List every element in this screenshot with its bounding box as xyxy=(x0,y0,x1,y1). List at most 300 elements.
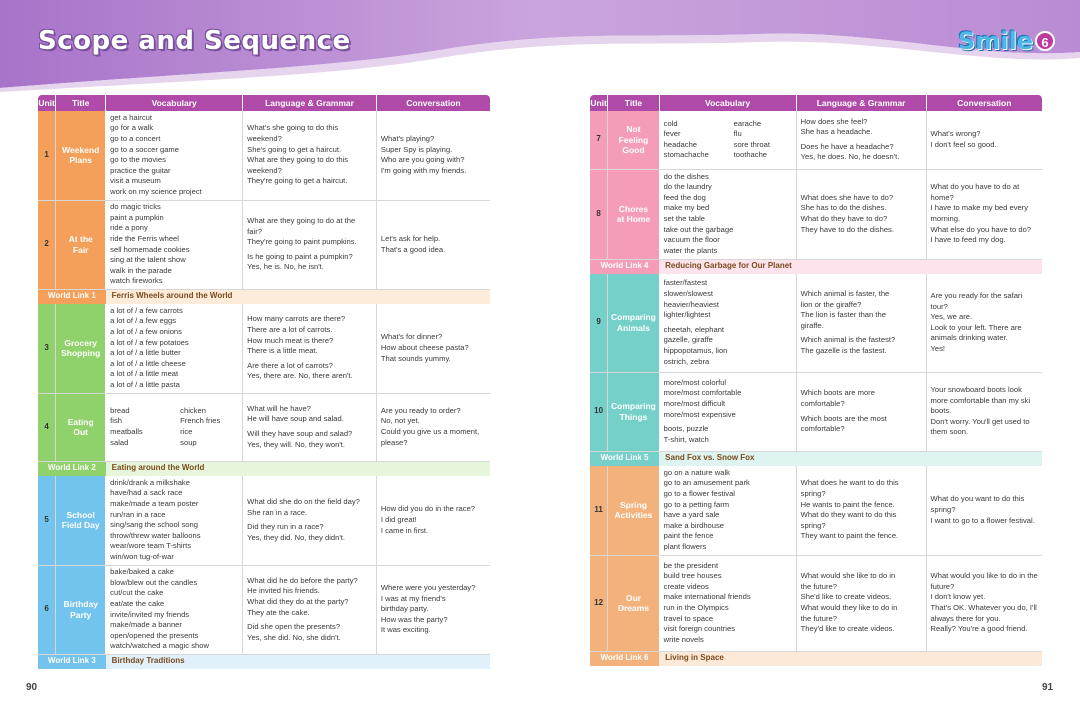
unit-row xyxy=(590,111,1042,169)
text-line: watch fireworks xyxy=(110,276,163,286)
text-line: Are you ready for the safari xyxy=(930,290,1023,300)
text-line: Not xyxy=(626,124,641,134)
unit-number: 1 xyxy=(38,111,56,200)
text-line: water the plants xyxy=(663,245,718,255)
text-line: Which boots are the most xyxy=(800,413,887,423)
vocabulary-cell xyxy=(659,466,796,555)
table-body-right xyxy=(590,111,1042,666)
text-line: What's for dinner? xyxy=(380,332,443,342)
unit-number: 5 xyxy=(38,476,56,565)
text-line: T-shirt, watch xyxy=(663,434,709,444)
text-line: visit a museum xyxy=(110,176,161,186)
text-line: ride a pony xyxy=(110,223,148,233)
conversation-cell xyxy=(376,111,490,200)
text-line: watch/watched a magic show xyxy=(110,641,209,651)
language-grammar-cell xyxy=(796,372,926,451)
text-line: vacuum the floor xyxy=(663,235,720,245)
text-line: I don't know yet. xyxy=(930,592,986,602)
text-line: build tree houses xyxy=(663,571,722,581)
text-line: more/most comfortable xyxy=(663,388,742,398)
text-line: more/most expensive xyxy=(663,409,736,419)
text-line: Field Day xyxy=(61,520,100,531)
text-line: throw/threw water balloons xyxy=(110,530,201,540)
text-line: There is a little meat. xyxy=(247,346,318,356)
text-line: Yes, she did. No, she didn't. xyxy=(247,632,341,642)
text-line: Fair xyxy=(72,244,89,255)
unit-number: 2 xyxy=(38,200,56,289)
text-line: please? xyxy=(380,437,408,447)
text-line: Comparing xyxy=(611,312,656,323)
text-line: more comfortable than my ski xyxy=(930,395,1031,405)
text-line: Are you ready to order? xyxy=(380,405,461,415)
text-line: Our xyxy=(625,592,641,603)
vocab-word: salad xyxy=(110,437,129,447)
text-line: What would they like to do in xyxy=(800,603,898,612)
world-link-row xyxy=(590,451,1042,466)
logo-badge: 6 xyxy=(1035,31,1055,51)
text-line: sing/sang the school song xyxy=(110,520,198,530)
text-line: She has a headache. xyxy=(800,127,873,137)
text-line: Animals xyxy=(616,322,650,333)
unit-number: 8 xyxy=(590,169,608,259)
text-line: go for a walk xyxy=(110,123,154,133)
text-line: What would she like to do in xyxy=(800,571,896,581)
vocabulary-grid xyxy=(110,406,238,448)
text-line: tour? xyxy=(930,301,948,311)
text-line: Feeling xyxy=(618,134,649,145)
text-line: What's she going to do this xyxy=(247,123,339,133)
text-line: What does he want to do this xyxy=(800,478,899,488)
scope-table-left xyxy=(38,95,490,669)
text-line: He wants to paint the fence. xyxy=(800,499,895,509)
text-line: be the president xyxy=(663,560,719,570)
vocabulary-cell xyxy=(659,274,796,372)
text-line: The gazelle is the fastest. xyxy=(800,345,887,355)
language-grammar-cell xyxy=(796,555,926,651)
text-line: sing at the talent show xyxy=(110,255,186,265)
vocabulary-cell xyxy=(106,111,243,200)
text-line: make/made a banner xyxy=(110,620,182,630)
vocabulary-cell xyxy=(659,555,796,651)
text-line: They're going to paint pumpkins. xyxy=(247,237,357,247)
world-link-row xyxy=(590,651,1042,666)
text-line: Birthday xyxy=(63,599,98,609)
text-line: invite/invited my friends xyxy=(110,609,190,619)
unit-number: 10 xyxy=(590,372,608,451)
text-line: lighter/lightest xyxy=(663,310,711,320)
col-unit: Unit xyxy=(38,95,56,111)
text-line: The lion is faster than the xyxy=(800,310,886,320)
text-line: What are they going to do at the xyxy=(247,216,356,226)
text-line: more/most difficult xyxy=(663,398,726,408)
text-line: They're going to get a haircut. xyxy=(247,176,348,186)
text-line: them soon. xyxy=(930,427,969,437)
text-line: I have to feed my dog. xyxy=(930,235,1006,245)
world-link-label: World Link 1 xyxy=(38,289,106,304)
text-line: set the table xyxy=(663,214,706,223)
vocab-word: sore throat xyxy=(733,139,770,149)
text-line: ostrich, zebra xyxy=(663,356,710,366)
text-line: more/most colorful xyxy=(663,377,727,387)
text-line: future? xyxy=(930,581,955,591)
text-line: She has to do the dishes. xyxy=(800,203,887,213)
unit-number: 6 xyxy=(38,565,56,654)
text-line: Weekend xyxy=(62,144,100,155)
unit-title xyxy=(56,565,106,654)
unit-number: 12 xyxy=(590,555,608,651)
text-line: travel to space xyxy=(663,613,714,623)
text-line: There are a lot of carrots. xyxy=(247,325,333,335)
text-line: go to a soccer game xyxy=(110,144,179,154)
text-line: always there for you. xyxy=(930,613,1001,623)
unit-number: 3 xyxy=(38,304,56,393)
text-line: Dreams xyxy=(617,603,650,613)
text-line: run in the Olympics xyxy=(663,603,729,612)
text-line: cut/cut the cake xyxy=(110,588,164,598)
unit-number: 9 xyxy=(590,274,608,372)
text-line: Party xyxy=(70,609,92,620)
vocab-word: toothache xyxy=(733,150,768,160)
text-line: go on a nature walk xyxy=(663,467,730,477)
text-line: School xyxy=(66,509,95,520)
text-line: a lot of / a little cheese xyxy=(110,358,186,368)
text-line: Which animal is the fastest? xyxy=(800,335,896,345)
text-line: the future? xyxy=(800,581,837,591)
unit-row xyxy=(38,565,490,654)
text-line: At the xyxy=(68,234,93,244)
col-vocabulary: Vocabulary xyxy=(106,95,243,111)
world-link-title: Birthday Traditions xyxy=(106,654,490,669)
text-line: No, not yet. xyxy=(380,416,420,426)
language-grammar-cell xyxy=(796,169,926,259)
text-line: Your snowboard boots look xyxy=(930,385,1022,395)
vocabulary-cell xyxy=(659,169,796,259)
text-line: Is he going to paint a pumpkin? xyxy=(247,251,353,261)
language-grammar-cell xyxy=(243,111,377,200)
col-unit: Unit xyxy=(590,95,608,111)
text-line: Plans xyxy=(69,155,93,166)
text-line: comfortable? xyxy=(800,424,845,434)
text-line: Super Spy is playing. xyxy=(380,144,453,154)
text-line: Which animal is faster, the xyxy=(800,288,890,298)
text-line: It was exciting. xyxy=(380,625,431,635)
text-line: I have to make my bed every xyxy=(930,203,1029,213)
text-line: Spring xyxy=(619,499,647,510)
world-link-title: Eating around the World xyxy=(106,461,490,476)
text-line: work on my science project xyxy=(110,187,202,197)
text-line: She'd like to create videos. xyxy=(800,592,892,602)
unit-row xyxy=(38,200,490,289)
text-line: birthday party. xyxy=(380,604,429,614)
text-line: a lot of / a few carrots xyxy=(110,305,183,315)
text-line: Activities xyxy=(614,510,653,521)
text-line: What did he do before the party? xyxy=(247,575,358,585)
text-line: ride the Ferris wheel xyxy=(110,233,179,243)
text-line: open/opened the presents xyxy=(110,630,199,640)
text-line: Which boots are more xyxy=(800,388,875,398)
unit-title xyxy=(56,393,106,461)
conversation-cell xyxy=(926,372,1042,451)
text-line: run/ran in a race xyxy=(110,509,166,519)
text-line: cheetah, elephant xyxy=(663,324,725,334)
text-line: How does she feel? xyxy=(800,116,868,126)
conversation-cell xyxy=(376,476,490,565)
logo-text: Smile xyxy=(958,27,1034,55)
text-line: boots. xyxy=(930,406,952,416)
text-line: How many carrots are there? xyxy=(247,314,346,324)
text-line: get a haircut xyxy=(110,112,152,122)
world-link-label: World Link 6 xyxy=(590,651,659,666)
text-line: What do they want to do this xyxy=(800,510,897,520)
text-line: go to an amusement park xyxy=(663,478,750,488)
text-line: do the laundry xyxy=(663,182,712,192)
conversation-cell xyxy=(376,565,490,654)
text-line: Yes, he does. No, he doesn't. xyxy=(800,152,900,162)
unit-title xyxy=(56,304,106,393)
text-line: a lot of / a little meat xyxy=(110,369,179,379)
text-line: Chores xyxy=(618,203,649,214)
text-line: How much meat is there? xyxy=(247,335,334,345)
text-line: Yes! xyxy=(930,343,946,353)
unit-title xyxy=(56,111,106,200)
text-line: make/made a team poster xyxy=(110,499,199,509)
text-line: comfortable? xyxy=(800,398,845,408)
text-line: They want to paint the fence. xyxy=(800,531,899,541)
text-line: at Home xyxy=(616,214,651,224)
text-line: Yes, there are. No, there aren't. xyxy=(247,371,353,381)
text-line: What do you have to do at xyxy=(930,182,1020,192)
unit-title xyxy=(56,476,106,565)
text-line: take out the garbage xyxy=(663,224,734,234)
text-line: Yes, we are. xyxy=(930,312,973,322)
unit-row xyxy=(38,111,490,200)
text-line: I want to go to a flower festival. xyxy=(930,515,1035,525)
vocab-word: French fries xyxy=(180,416,221,426)
unit-title xyxy=(608,555,659,651)
text-line: What's wrong? xyxy=(930,129,981,139)
text-line: spring? xyxy=(800,489,826,499)
text-line: Did she open the presents? xyxy=(247,622,341,632)
conversation-cell xyxy=(926,555,1042,651)
language-grammar-cell xyxy=(243,565,377,654)
text-line: create videos xyxy=(663,581,709,591)
text-line: Eating xyxy=(67,416,94,427)
vocabulary-cell xyxy=(106,200,243,289)
unit-row xyxy=(590,466,1042,555)
text-line: write novels xyxy=(663,634,704,644)
text-line: animals drinking water. xyxy=(930,333,1008,343)
text-line: Don't worry. You'll get used to xyxy=(930,416,1030,426)
text-line: a lot of / a few potatoes xyxy=(110,337,189,347)
text-line: feed the dog xyxy=(663,192,706,202)
text-line: What will he have? xyxy=(247,403,311,413)
text-line: a lot of / a little butter xyxy=(110,348,181,358)
col-language-grammar: Language & Grammar xyxy=(796,95,926,111)
text-line: What do they have to do? xyxy=(800,214,888,223)
world-link-row xyxy=(38,461,490,476)
conversation-cell xyxy=(926,111,1042,169)
text-line: slower/slowest xyxy=(663,288,714,298)
vocabulary-cell xyxy=(106,393,243,461)
unit-row xyxy=(590,274,1042,372)
vocab-word: bread xyxy=(110,405,130,415)
text-line: Are there a lot of carrots? xyxy=(247,360,333,370)
text-line: go to a petting farm xyxy=(663,499,730,509)
unit-number: 4 xyxy=(38,393,56,461)
page-title: Scope and Sequence xyxy=(38,26,351,56)
text-line: a lot of / a few eggs xyxy=(110,316,177,326)
table-body-left xyxy=(38,111,490,669)
vocab-word: soup xyxy=(180,437,197,447)
text-line: a lot of / a few onions xyxy=(110,327,182,337)
world-link-row xyxy=(590,259,1042,274)
text-line: boots, puzzle xyxy=(663,424,709,434)
text-line: How was the party? xyxy=(380,614,448,624)
text-line: lion or the giraffe? xyxy=(800,299,862,309)
text-line: fair? xyxy=(247,226,262,236)
text-line: Where were you yesterday? xyxy=(380,583,476,593)
text-line: go to the movies xyxy=(110,155,166,165)
unit-number: 7 xyxy=(590,111,608,169)
col-language-grammar: Language & Grammar xyxy=(243,95,377,111)
vocab-word: headache xyxy=(663,139,698,149)
language-grammar-cell xyxy=(243,200,377,289)
vocab-word: fish xyxy=(110,416,122,426)
vocabulary-cell xyxy=(659,372,796,451)
text-line: wear/wore team T-shirts xyxy=(110,541,192,551)
conversation-cell xyxy=(376,393,490,461)
text-line: do the dishes xyxy=(663,171,709,181)
text-line: What would you like to do in the xyxy=(930,571,1038,581)
vocab-word: chicken xyxy=(180,405,206,415)
language-grammar-cell xyxy=(243,476,377,565)
world-link-title: Living in Space xyxy=(659,651,1042,666)
text-line: What else do you have to do? xyxy=(930,224,1032,234)
vocabulary-cell xyxy=(659,111,796,169)
text-line: Will they have soup and salad? xyxy=(247,429,353,438)
text-line: How about cheese pasta? xyxy=(380,342,469,352)
vocab-word: rice xyxy=(180,427,193,436)
text-line: She ran in a race. xyxy=(247,507,308,517)
col-title: Title xyxy=(608,95,659,111)
text-line: I'm going with my friends. xyxy=(380,165,467,175)
text-line: Grocery xyxy=(64,337,97,348)
vocabulary-cell xyxy=(106,304,243,393)
unit-row xyxy=(590,372,1042,451)
text-line: faster/fastest xyxy=(663,278,708,288)
text-line: Yes, they did. No, they didn't. xyxy=(247,532,346,542)
text-line: spring? xyxy=(930,504,956,514)
text-line: make a birdhouse xyxy=(663,520,725,530)
text-line: That sounds yummy. xyxy=(380,353,451,363)
text-line: Could you give us a moment, xyxy=(380,427,480,436)
text-line: practice the guitar xyxy=(110,165,171,175)
text-line: They have to do the dishes. xyxy=(800,224,894,234)
unit-row xyxy=(590,169,1042,259)
text-line: paint the fence xyxy=(663,531,714,541)
vocab-word: earache xyxy=(733,118,762,128)
conversation-cell xyxy=(926,274,1042,372)
language-grammar-cell xyxy=(243,393,377,461)
text-line: walk in the parade xyxy=(110,265,172,275)
text-line: drink/drank a milkshake xyxy=(110,477,190,487)
text-line: Comparing xyxy=(611,401,656,411)
text-line: What did she do on the field day? xyxy=(247,497,360,507)
vocabulary-cell xyxy=(106,476,243,565)
language-grammar-cell xyxy=(796,274,926,372)
text-line: What are they going to do this xyxy=(247,155,349,165)
world-link-label: World Link 4 xyxy=(590,259,659,274)
text-line: spring? xyxy=(800,520,826,530)
text-line: have a yard sale xyxy=(663,510,720,520)
unit-title xyxy=(608,169,659,259)
vocab-word: flu xyxy=(733,129,742,139)
text-line: Good xyxy=(622,145,645,155)
unit-title xyxy=(608,111,659,169)
table-header-row xyxy=(590,95,1042,111)
col-vocabulary: Vocabulary xyxy=(659,95,796,111)
conversation-cell xyxy=(376,200,490,289)
text-line: hippopotamus, lion xyxy=(663,345,728,355)
text-line: I don't feel so good. xyxy=(930,139,997,149)
text-line: make my bed xyxy=(663,203,710,213)
vocab-word: stomachache xyxy=(663,150,709,160)
text-line: How did you do in the race? xyxy=(380,504,476,514)
text-line: gazelle, giraffe xyxy=(663,335,713,345)
unit-title xyxy=(608,466,659,555)
col-title: Title xyxy=(56,95,106,111)
text-line: Did they run in a race? xyxy=(247,522,324,532)
scope-table-right xyxy=(590,95,1042,666)
unit-title xyxy=(56,200,106,289)
text-line: go to a concert xyxy=(110,134,161,144)
text-line: Does he have a headache? xyxy=(800,141,894,151)
text-line: They'd like to create videos. xyxy=(800,624,895,634)
text-line: That's a good idea. xyxy=(380,244,446,254)
conversation-cell xyxy=(926,169,1042,259)
text-line: He invited his friends. xyxy=(247,586,320,596)
text-line: I came in first. xyxy=(380,525,429,535)
vocab-word: cold xyxy=(663,118,678,128)
text-line: eat/ate the cake xyxy=(110,598,165,608)
text-line: He will have soup and salad. xyxy=(247,414,344,424)
text-line: Shopping xyxy=(61,348,101,359)
unit-row xyxy=(590,555,1042,651)
text-line: visit foreign countries xyxy=(663,624,735,634)
text-line: win/won tug-of-war xyxy=(110,552,174,562)
vocab-word: meatballs xyxy=(110,427,143,436)
text-line: Out xyxy=(73,427,89,437)
text-line: That's OK. Whatever you do, I'll xyxy=(930,603,1037,612)
conversation-cell xyxy=(926,466,1042,555)
col-conversation: Conversation xyxy=(376,95,490,111)
text-line: heavier/heaviest xyxy=(663,299,719,309)
world-link-row xyxy=(38,654,490,669)
text-line: Let's ask for help. xyxy=(380,233,441,243)
text-line: paint a pumpkin xyxy=(110,212,164,222)
text-line: They ate the cake. xyxy=(247,607,310,617)
language-grammar-cell xyxy=(243,304,377,393)
page-number-left: 90 xyxy=(26,682,38,693)
vocab-word: fever xyxy=(663,129,681,139)
text-line: a lot of / a little pasta xyxy=(110,380,180,390)
text-line: Who are you going with? xyxy=(380,155,465,165)
world-link-title: Sand Fox vs. Snow Fox xyxy=(659,451,1042,466)
text-line: Yes, he is. No, he isn't. xyxy=(247,262,324,272)
text-line: do magic tricks xyxy=(110,202,161,212)
unit-row xyxy=(38,476,490,565)
language-grammar-cell xyxy=(796,466,926,555)
